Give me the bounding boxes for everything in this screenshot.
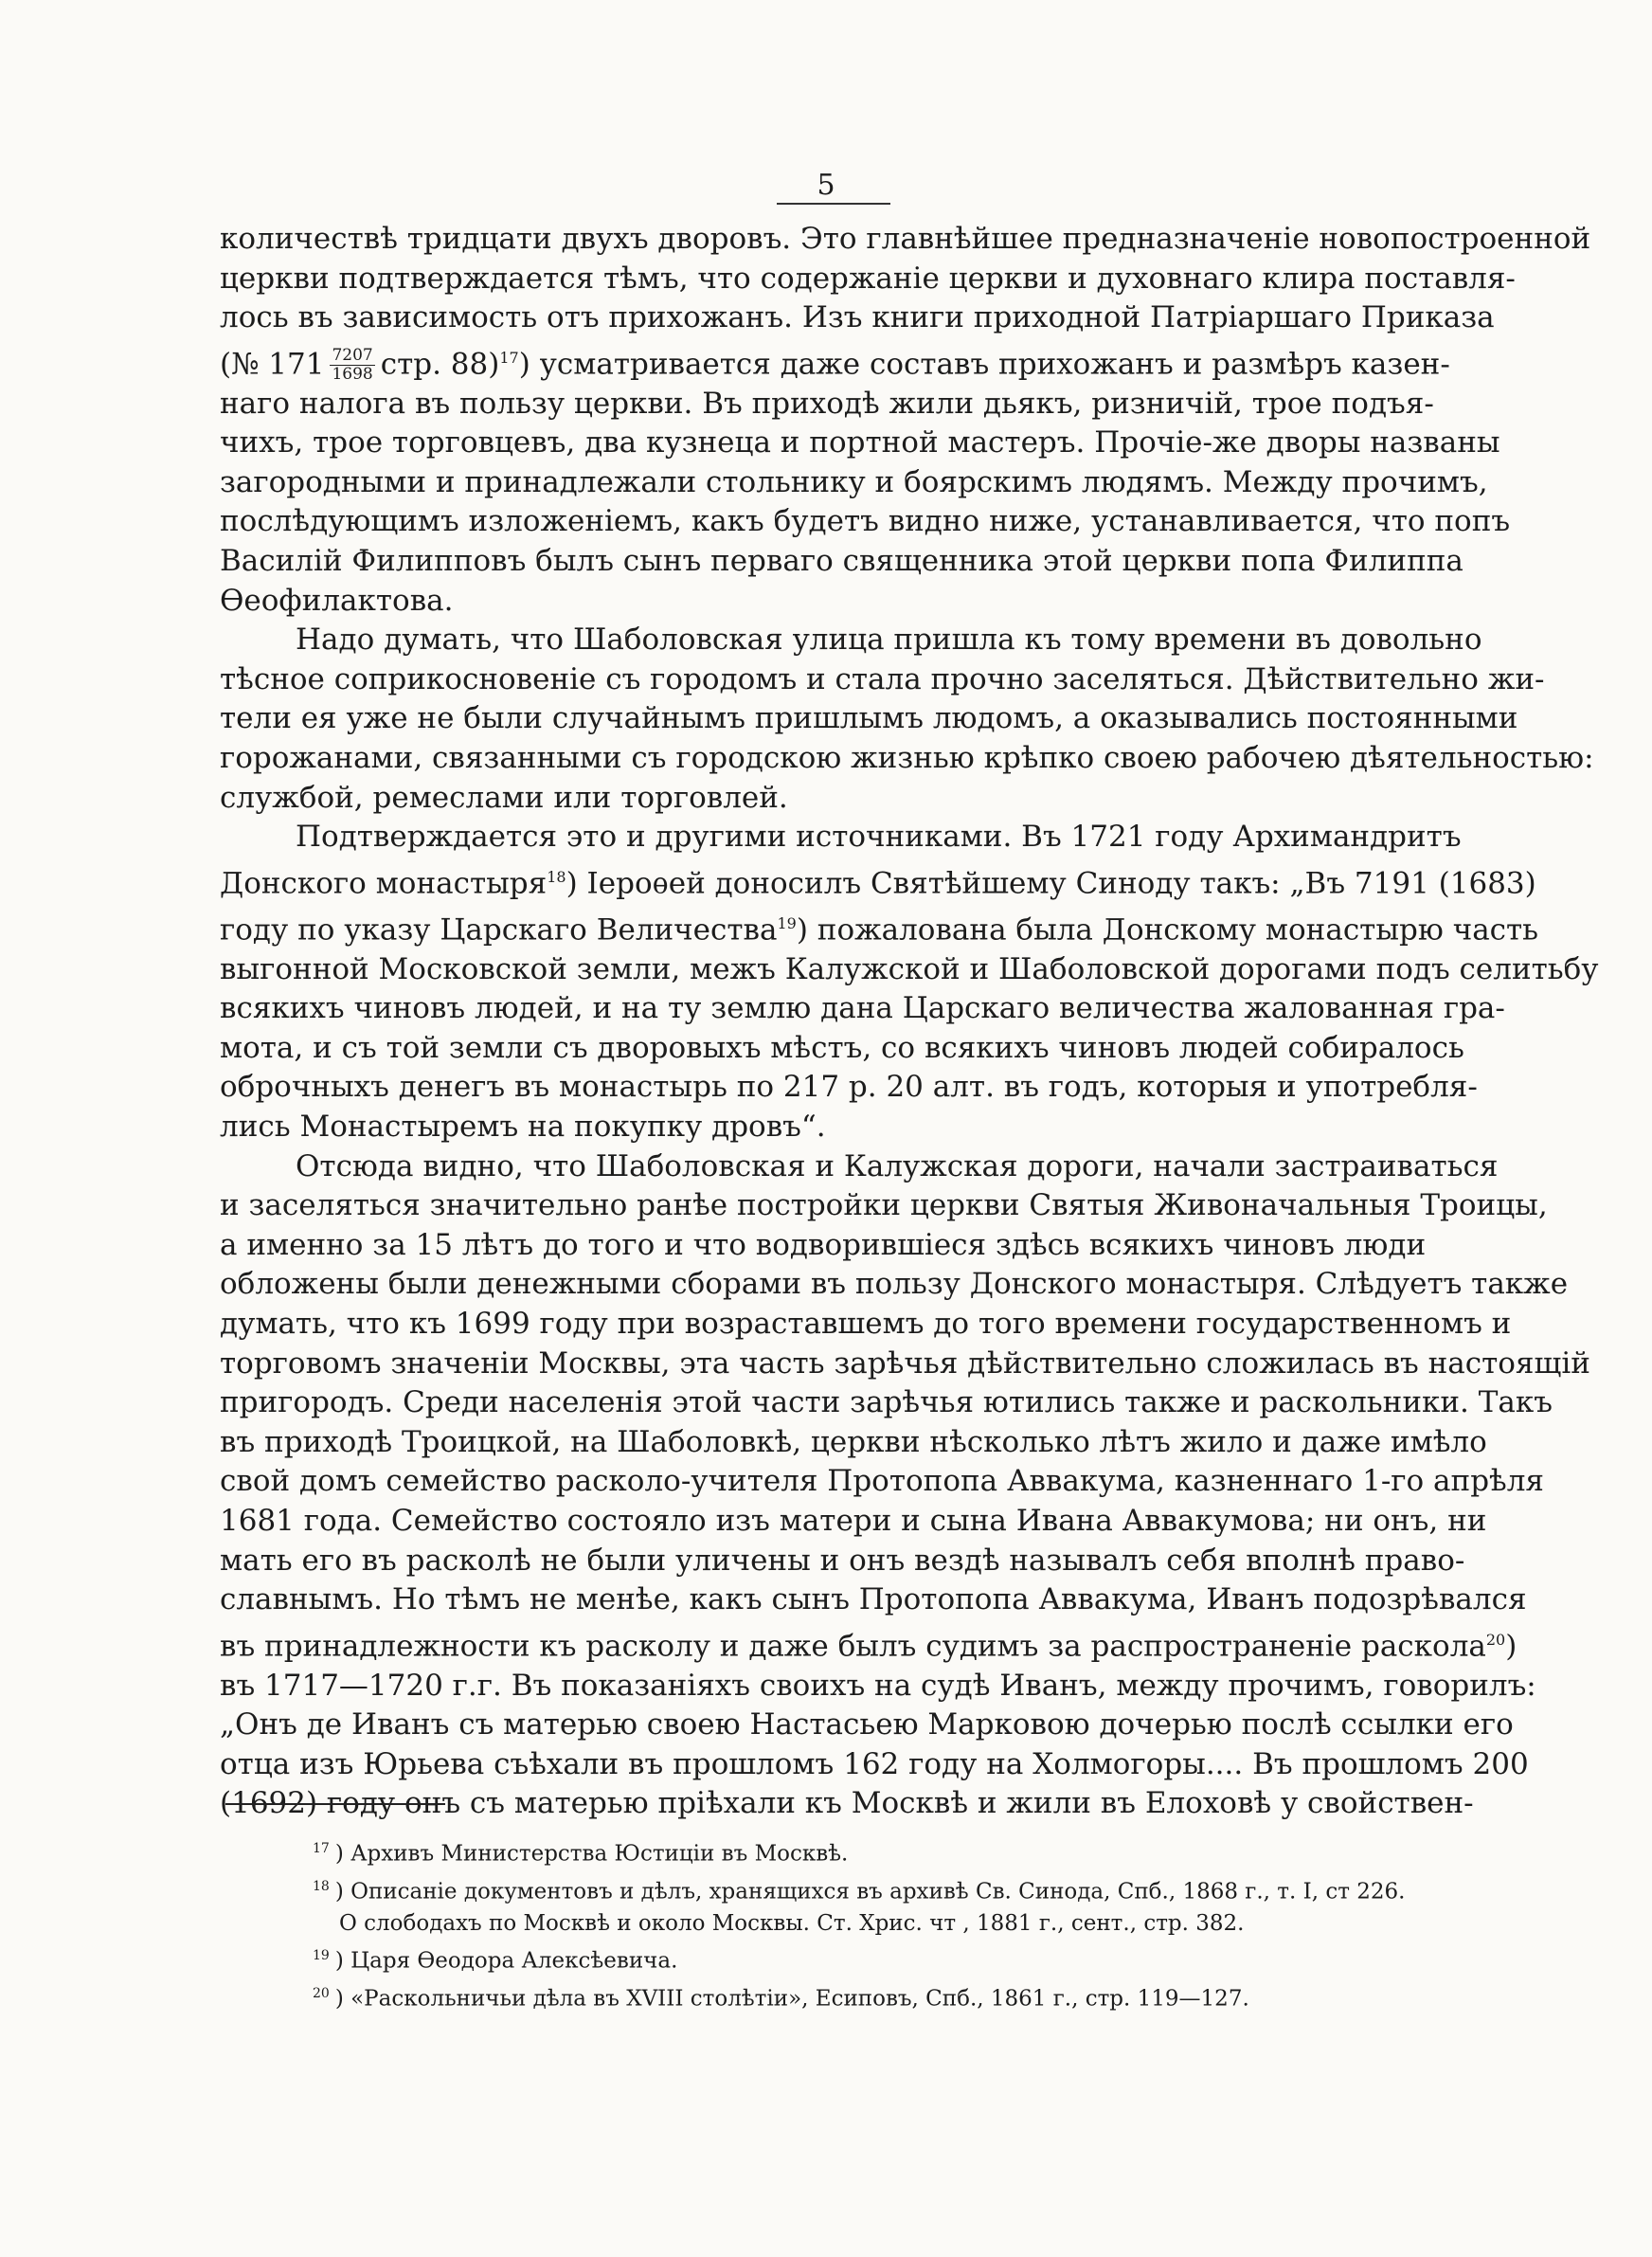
text-line-34: мать его въ расколѣ не были уличены и онъ вездѣ называлъ себя вполнѣ право- bbox=[220, 1543, 1465, 1578]
footnote-18 bbox=[313, 1870, 1411, 1908]
text-line-10: Ѳеофилактова. bbox=[220, 583, 454, 618]
footnote-number: 18 bbox=[313, 1878, 330, 1894]
text-line-35: славнымъ. Но тѣмъ не менѣе, какъ сынъ Протопопа Аввакума, Иванъ подозрѣвался bbox=[220, 1582, 1527, 1617]
text-line-22: оброчныхъ денегъ въ монастырь по 217 р. 20 алт. въ годъ, которыя и употребля- bbox=[220, 1070, 1478, 1105]
text-line-25: и заселяться значительно ранѣе постройки церкви Святыя Живоначальныя Троицы, bbox=[220, 1188, 1548, 1223]
text-line-26: а именно за 15 лѣтъ до того и что водворившіеся здѣсь всякихъ чиновъ люди bbox=[220, 1227, 1427, 1262]
footnote-number: 17 bbox=[313, 1841, 330, 1856]
text-line-14: горожанами, связанными съ городскою жизнью крѣпко своею рабочею дѣятельностью: bbox=[220, 741, 1594, 776]
footnote-17 bbox=[313, 1833, 1411, 1870]
text-line-36 bbox=[220, 1620, 1517, 1667]
footnotes bbox=[313, 1833, 1411, 2015]
text-line-40: (1692) году онъ съ матерью пріѣхали къ Москвѣ и жили въ Елоховѣ у свойствен- bbox=[220, 1786, 1474, 1821]
fraction-denominator: 1698 bbox=[332, 365, 373, 385]
text-line-38: „Онъ де Иванъ съ матерью своею Настасьею Марковою дочерью послѣ ссылки его bbox=[220, 1707, 1514, 1742]
footnote-ref-19: 19 bbox=[777, 913, 797, 932]
footnote-number: 19 bbox=[313, 1948, 330, 1964]
footnote-ref-20: 20 bbox=[1485, 1630, 1506, 1649]
text-line-1: количествѣ тридцати двухъ дворовъ. Это главнѣйшее предназначеніе новопостроенной bbox=[220, 222, 1591, 256]
page-number: 5 bbox=[817, 169, 835, 202]
text-line-27: обложены были денежными сборами въ пользу Донского монастыря. Слѣдуетъ также bbox=[220, 1267, 1569, 1302]
text-line-37: въ 1717—1720 г.г. Въ показаніяхъ своихъ на судѣ Иванъ, между прочимъ, говорилъ: bbox=[220, 1668, 1536, 1703]
text-line-18-end: ) пожалована была Донскому монастырю часть bbox=[796, 912, 1539, 948]
text-line-4-mid: стр. 88) bbox=[380, 347, 500, 382]
text-line-3: лось въ зависимость отъ прихожанъ. Изъ книги приходной Патріаршаго Приказа bbox=[220, 300, 1495, 335]
book-number-fraction bbox=[330, 347, 374, 384]
footnote-text: ) Описаніе документовъ и дѣлъ, хранящихся въ архивѣ Св. Синода, Спб., 1868 г., т. I, ст 226. bbox=[334, 1879, 1406, 1905]
text-line-29: торговомъ значеніи Москвы, эта часть зарѣчья дѣйствительно сложилась въ настоящій bbox=[220, 1345, 1590, 1381]
footnote-19 bbox=[313, 1940, 1411, 1977]
text-line-20: всякихъ чиновъ людей, и на ту землю дана Царскаго величества жалованная гра- bbox=[220, 991, 1505, 1026]
text-line-39: отца изъ Юрьева съѣхали въ прошломъ 162 году на Холмогоры.... Въ прошломъ 200 bbox=[220, 1746, 1529, 1781]
text-line-15: службой, ремеслами или торговлей. bbox=[220, 780, 788, 815]
text-line-12: тѣсное соприкосновеніе съ городомъ и стала прочно заселяться. Дѣйствительно жи- bbox=[220, 661, 1545, 696]
footnote-ref-17: 17 bbox=[499, 348, 519, 367]
text-line-21: мота, и съ той земли съ дворовыхъ мѣстъ, со всякихъ чиновъ людей собиралось bbox=[220, 1030, 1464, 1065]
text-line-2: церкви подтверждается тѣмъ, что содержаніе церкви и духовнаго клира поставля- bbox=[220, 261, 1516, 296]
text-line-4-end: ) усматривается даже составъ прихожанъ и размѣръ казен- bbox=[518, 347, 1450, 382]
text-line-32: свой домъ семейство расколо-учителя Протопопа Аввакума, казненнаго 1-го апрѣля bbox=[220, 1464, 1544, 1499]
footnote-text: ) Архивъ Министерства Юстиціи въ Москвѣ. bbox=[334, 1841, 849, 1867]
text-line-4-start: (№ 171 bbox=[220, 347, 325, 382]
text-line-36-end: ) bbox=[1505, 1629, 1517, 1664]
text-line-17-end: ) Іероѳей доносилъ Святѣйшему Синоду такъ: „Въ 7191 (1683) bbox=[566, 866, 1536, 901]
text-line-18 bbox=[220, 904, 1539, 950]
text-line-17 bbox=[220, 858, 1536, 904]
text-line-16: Подтверждается это и другими источниками. Въ 1721 году Архимандритъ bbox=[296, 820, 1462, 855]
footnote-text: ) «Раскольничьи дѣла въ XVIII столѣтіи», Есиповъ, Спб., 1861 г., стр. 119—127. bbox=[334, 1986, 1249, 2012]
text-line-7: загородными и принадлежали стольнику и боярскимъ людямъ. Между прочимъ, bbox=[220, 464, 1488, 499]
text-line-8: послѣдующимъ изложеніемъ, какъ будетъ видно ниже, устанавливается, что попъ bbox=[220, 504, 1511, 539]
text-line-5: наго налога въ пользу церкви. Въ приходѣ жили дьякъ, ризничій, трое подъя- bbox=[220, 386, 1434, 421]
footnote-number: 20 bbox=[313, 1985, 330, 2001]
text-line-17-start: Донского монастыря bbox=[220, 866, 548, 901]
footnote-18-continued bbox=[313, 1907, 1411, 1940]
text-line-9: Василій Филипповъ былъ сынъ перваго священника этой церкви попа Филиппа bbox=[220, 544, 1463, 579]
text-line-23: лись Монастыремъ на покупку дровъ“. bbox=[220, 1110, 826, 1145]
text-line-18-start: году по указу Царскаго Величества bbox=[220, 912, 778, 948]
footnote-text: О слободахъ по Москвѣ и около Москвы. Ст. Хрис. чт , 1881 г., сент., стр. 382. bbox=[339, 1911, 1245, 1937]
text-line-6: чихъ, трое торговцевъ, два кузнеца и портной мастеръ. Прочіе-же дворы названы bbox=[220, 425, 1500, 460]
footnote-20 bbox=[313, 1977, 1411, 2015]
footnote-text: ) Царя Ѳеодора Алексѣевича. bbox=[334, 1948, 678, 1974]
footnote-ref-18: 18 bbox=[547, 867, 566, 886]
text-line-24: Отсюда видно, что Шаболовская и Калужская дороги, начали застраиваться bbox=[296, 1148, 1499, 1183]
text-line-30: пригородъ. Среди населенія этой части зарѣчья ютились также и раскольники. Такъ bbox=[220, 1385, 1553, 1420]
text-line-19: выгонной Московской земли, межъ Калужской и Шаболовской дорогами подъ селитьбу bbox=[220, 951, 1599, 986]
text-line-31: въ приходѣ Троицкой, на Шаболовкѣ, церкви нѣсколько лѣтъ жило и даже имѣло bbox=[220, 1424, 1487, 1459]
text-line-4 bbox=[220, 338, 1450, 385]
page-number-rule bbox=[777, 203, 890, 205]
text-line-11: Надо думать, что Шаболовская улица пришла къ тому времени въ довольно bbox=[296, 623, 1482, 658]
text-line-13: тели ея уже не были случайнымъ пришлымъ людомъ, а оказывались постоянными bbox=[220, 701, 1518, 736]
text-line-28: думать, что къ 1699 году при возраставшемъ до того времени государственномъ и bbox=[220, 1307, 1512, 1342]
fraction-numerator: 7207 bbox=[332, 346, 373, 366]
body-text bbox=[220, 220, 1599, 1824]
footnote-separator bbox=[225, 1803, 445, 1805]
text-line-33: 1681 года. Семейство состояло изъ матери и сына Ивана Аввакумова; ни онъ, ни bbox=[220, 1503, 1487, 1538]
text-line-36-start: въ принадлежности къ расколу и даже былъ судимъ за распространеніе раскола bbox=[220, 1629, 1486, 1664]
